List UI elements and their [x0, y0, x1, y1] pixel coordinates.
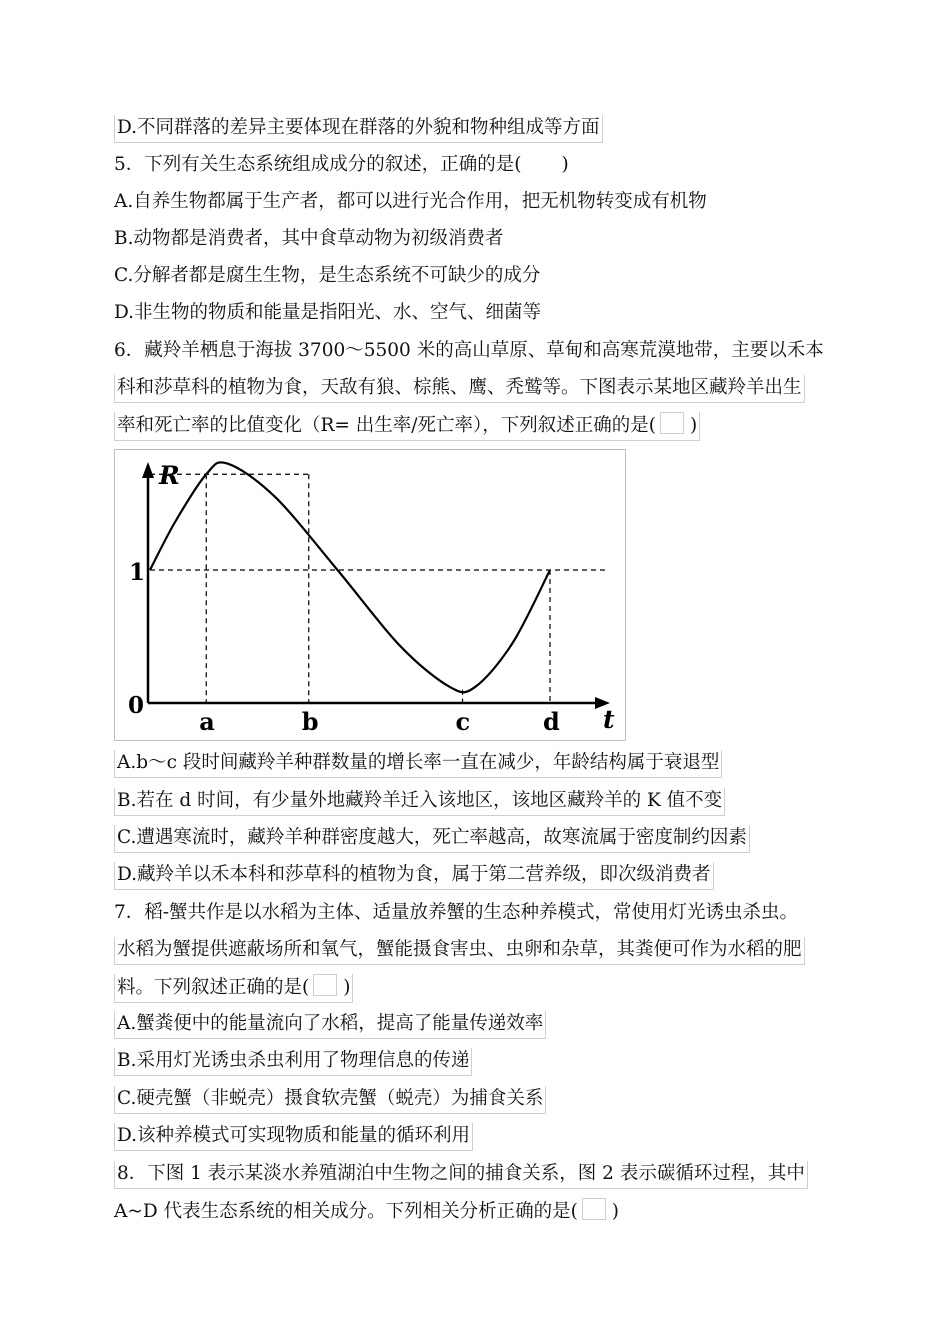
- q5-option-d: D.非生物的物质和能量是指阳光、水、空气、细菌等: [114, 302, 542, 323]
- question-8-line1: 8．下图 1 表示某淡水养殖湖泊中生物之间的捕食关系，图 2 表示碳循环过程，其中: [114, 1161, 808, 1189]
- x-axis-label: t: [603, 705, 615, 734]
- axes: [148, 472, 600, 703]
- y-axis-arrow: [142, 462, 154, 478]
- option-d-prev: D.不同群落的差异主要体现在群落的外貌和物种组成等方面: [114, 115, 603, 143]
- question-6-line1: 6．藏羚羊栖息于海拔 3700～5500 米的高山草原、草甸和高寒荒漠地带，主要以禾本: [114, 340, 824, 361]
- question-8-line2: A~D 代表生态系统的相关成分。下列相关分析正确的是( ): [114, 1198, 619, 1225]
- question-7-line2: 水稻为蟹提供遮蔽场所和氧气，蟹能摄食害虫、虫卵和杂草，其粪便可作为水稻的肥: [114, 937, 805, 965]
- answer-blank[interactable]: [660, 412, 684, 434]
- q7-option-b: B.采用灯光诱虫杀虫利用了物理信息的传递: [114, 1048, 472, 1076]
- question-5-stem: 5．下列有关生态系统组成成分的叙述，正确的是( ): [114, 154, 569, 175]
- q5-option-c: C.分解者都是腐生生物，是生态系统不可缺少的成分: [114, 265, 541, 286]
- q7-option-a: A.蟹粪便中的能量流向了水稻，提高了能量传递效率: [114, 1011, 546, 1039]
- q7-option-d: D.该种养模式可实现物质和能量的循环利用: [114, 1123, 473, 1151]
- r-curve: [150, 462, 550, 692]
- x-tick-b: b: [301, 707, 319, 736]
- q6-option-a: A.b～c 段时间藏羚羊种群数量的增长率一直在减少，年龄结构属于衰退型: [114, 750, 722, 778]
- q5-option-a: A.自养生物都属于生产者，都可以进行光合作用，把无机物转变成有机物: [114, 191, 707, 212]
- q6-option-c: C.遭遇寒流时，藏羚羊种群密度越大，死亡率越高，故寒流属于密度制约因素: [114, 825, 750, 853]
- question-7-line3: 料。下列叙述正确的是( ): [114, 974, 353, 1003]
- y-tick-1: 1: [129, 559, 146, 586]
- q6-option-d: D.藏羚羊以禾本科和莎草科的植物为食，属于第二营养级，即次级消费者: [114, 862, 714, 890]
- origin-label: 0: [128, 692, 145, 719]
- x-tick-d: d: [543, 707, 560, 736]
- y-axis-label: R: [159, 461, 180, 490]
- question-7-line1: 7．稻-蟹共作是以水稻为主体、适量放养蟹的生态种养模式，常使用灯光诱虫杀虫。: [114, 902, 799, 923]
- question-6-line2: 科和莎草科的植物为食，天敌有狼、棕熊、鹰、秃鹫等。下图表示某地区藏羚羊出生: [114, 375, 805, 403]
- x-tick-c: c: [455, 707, 471, 736]
- r-ratio-chart: [114, 449, 626, 741]
- question-6-line3: 率和死亡率的比值变化（R= 出生率/死亡率），下列叙述正确的是( ): [114, 412, 700, 441]
- q5-option-b: B.动物都是消费者，其中食草动物为初级消费者: [114, 228, 504, 249]
- q7-option-c: C.硬壳蟹（非蜕壳）摄食软壳蟹（蜕壳）为捕食关系: [114, 1086, 546, 1114]
- answer-blank[interactable]: [526, 153, 556, 173]
- answer-blank[interactable]: [313, 974, 337, 996]
- q6-option-b: B.若在 d 时间，有少量外地藏羚羊迁入该地区，该地区藏羚羊的 K 值不变: [114, 788, 725, 816]
- answer-blank[interactable]: [582, 1198, 606, 1220]
- x-tick-a: a: [199, 707, 215, 736]
